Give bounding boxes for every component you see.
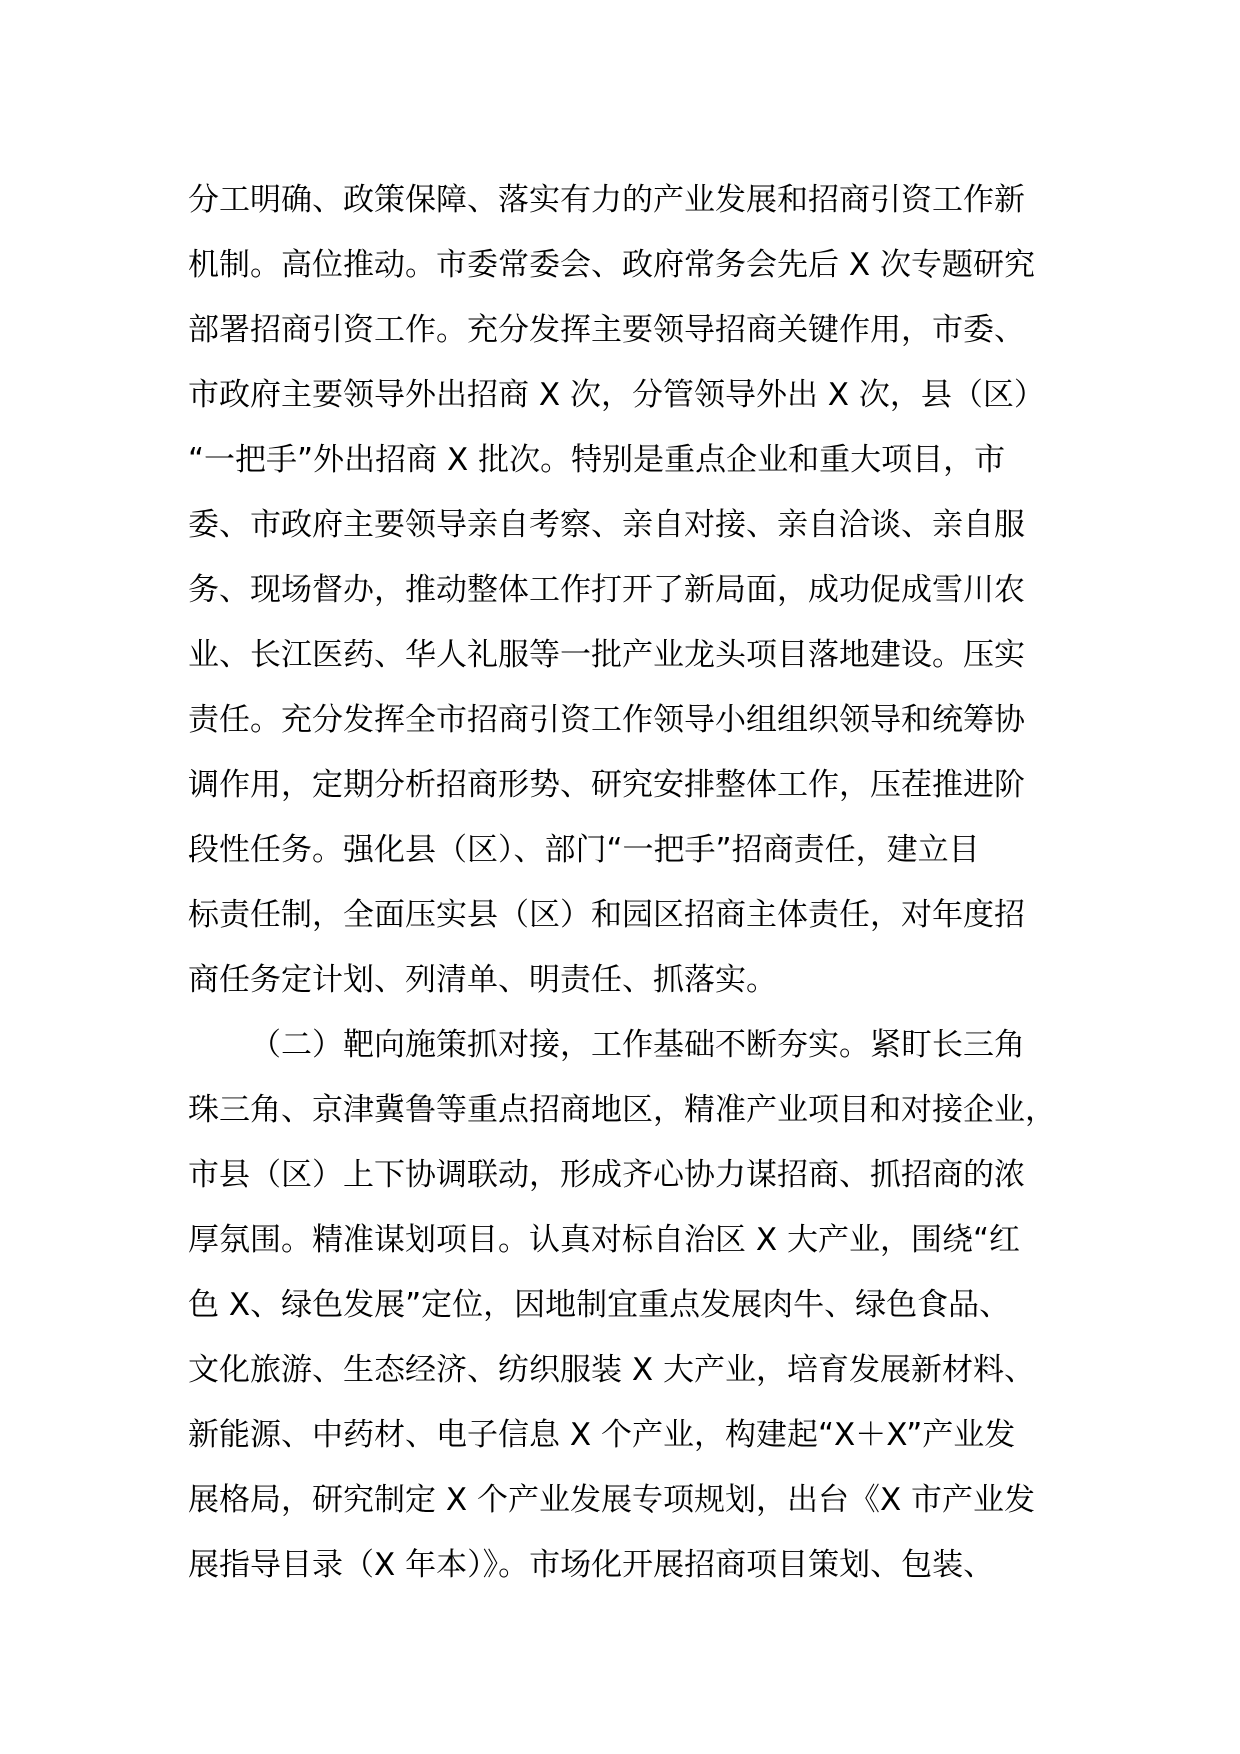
text-line: 文化旅游、生态经济、纺织服装 X 大产业，培育发展新材料、 — [188, 1352, 1035, 1388]
text-line: 部署招商引资工作。充分发挥主要领导招商关键作用，市委、 — [188, 312, 1025, 348]
text-line: 委、市政府主要领导亲自考察、亲自对接、亲自洽谈、亲自服 — [188, 507, 1025, 543]
paragraph-2 — [188, 1013, 1088, 1598]
text-line: 商任务定计划、列清单、明责任、抓落实。 — [188, 962, 777, 998]
text-line: 分工明确、政策保障、落实有力的产业发展和招商引资工作新 — [188, 182, 1025, 218]
text-line: 责任。充分发挥全市招商引资工作领导小组组织领导和统筹协 — [188, 702, 1025, 738]
text-line: 务、现场督办，推动整体工作打开了新局面，成功促成雪川农 — [188, 572, 1025, 608]
text-line: 标责任制，全面压实县（区）和园区招商主体责任，对年度招 — [188, 897, 1025, 933]
text-line: 新能源、中药材、电子信息 X 个产业，构建起“X＋X”产业发 — [188, 1417, 1016, 1453]
text-line: “一把手”外出招商 X 批次。特别是重点企业和重大项目，市 — [188, 442, 1006, 478]
text-line: 市县（区）上下协调联动，形成齐心协力谋招商、抓招商的浓 — [188, 1157, 1025, 1193]
text-line: 珠三角、京津冀鲁等重点招商地区，精准产业项目和对接企业， — [188, 1092, 1056, 1128]
body-text — [188, 168, 1088, 1598]
paragraph-1 — [188, 168, 1088, 1013]
text-line: 机制。高位推动。市委常委会、政府常务会先后 X 次专题研究 — [188, 247, 1035, 283]
text-line: 市政府主要领导外出招商 X 次，分管领导外出 X 次，县（区） — [188, 377, 1045, 413]
text-line: 厚氛围。精准谋划项目。认真对标自治区 X 大产业，围绕“红 — [188, 1222, 1021, 1258]
text-line: 展指导目录（X 年本）》。市场化开展招商项目策划、包装、 — [188, 1547, 995, 1583]
text-line: 段性任务。强化县（区）、部门“一把手”招商责任，建立目 — [188, 832, 980, 868]
text-line: 业、长江医药、华人礼服等一批产业龙头项目落地建设。压实 — [188, 637, 1025, 673]
text-line: （二）靶向施策抓对接，工作基础不断夯实。紧盯长三角 — [250, 1027, 1025, 1063]
text-line: 展格局，研究制定 X 个产业发展专项规划，出台《X 市产业发 — [188, 1482, 1036, 1518]
text-line: 调作用，定期分析招商形势、研究安排整体工作，压茬推进阶 — [188, 767, 1025, 803]
text-line: 色 X、绿色发展”定位，因地制宜重点发展肉牛、绿色食品、 — [188, 1287, 1011, 1323]
